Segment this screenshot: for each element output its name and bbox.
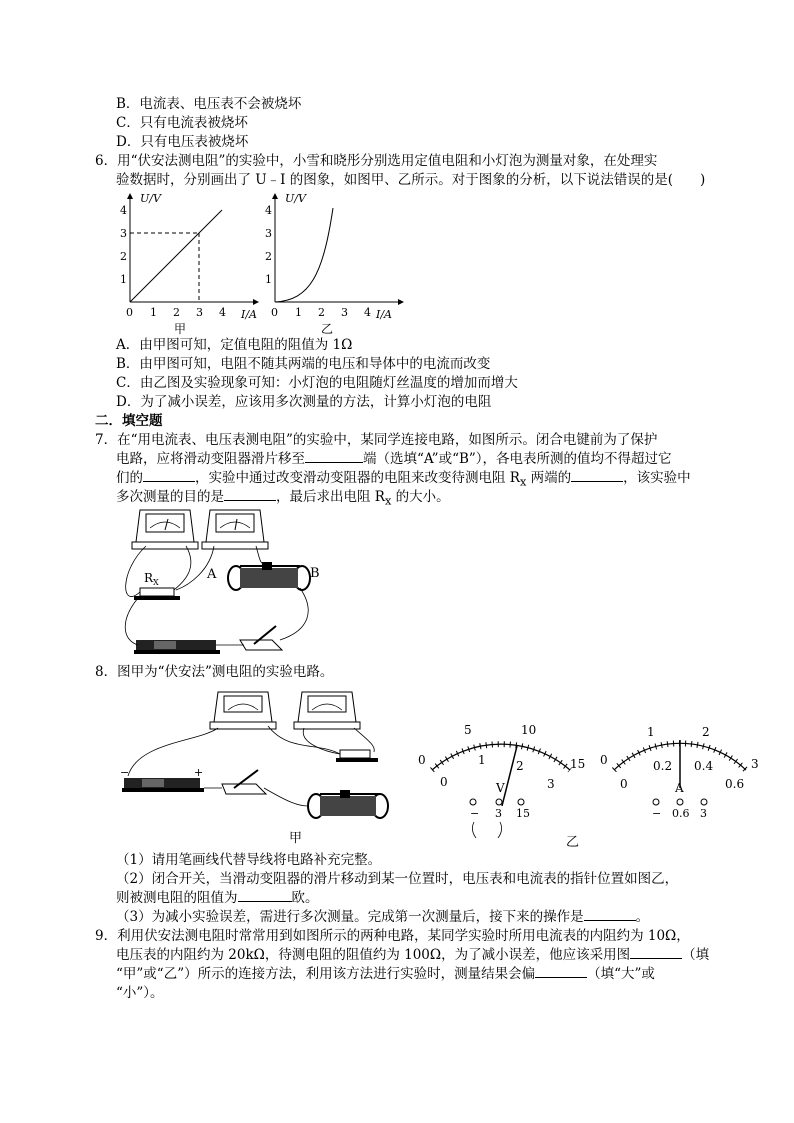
q8-sub2-line2: [116, 889, 319, 907]
battery: [134, 640, 220, 654]
ammeter-terminal: 0.6: [672, 807, 690, 820]
voltmeter-outer-label: 5: [464, 723, 472, 737]
graph-yi-ylabel: U/V: [285, 192, 306, 205]
q9-line1: 9．利用伏安法测电阻时常常用到如图所示的两种电路，某同学实验时所用电流表的内阻约为 10Ω，: [95, 928, 690, 944]
q6-stem-line2: 验数据时，分别画出了 U﹣I 的图象，如图甲、乙所示。对于图象的分析，以下说法错误的是( ): [116, 172, 706, 188]
q8-sub1: （1）请用笔画线代替导线将电路补充完整。: [116, 852, 382, 868]
voltmeter-outer-label: 10: [521, 723, 537, 737]
graph-yi-origin: 0: [271, 306, 278, 319]
voltmeter-inner-label: 2: [516, 759, 524, 773]
rx-label: R: [144, 571, 154, 585]
q7-text: ，实验中通过改变滑动变阻器的电阻来改变待测电阻 R: [195, 470, 520, 486]
battery: [120, 766, 204, 792]
graph-yi-xlabel: I/A: [376, 308, 392, 321]
ammeter-inner-label: 0: [620, 777, 628, 791]
voltmeter-unit: V: [496, 781, 505, 795]
q7-text: 两端的: [526, 470, 572, 486]
resistor: [336, 750, 378, 762]
graph-yi: [255, 190, 405, 340]
q9-blank-1[interactable]: [630, 946, 682, 959]
q8-blank-1[interactable]: [238, 889, 292, 902]
q7-circuit-figure: [110, 500, 340, 665]
q9-text: （填: [682, 947, 710, 963]
ammeter-inner-label: 0.6: [725, 777, 745, 791]
ammeter-dial: [600, 718, 770, 828]
ammeter-outer-label: 3: [751, 757, 759, 771]
q5-option-b: B．电流表、电压表不会被烧坏: [116, 96, 302, 112]
graph-jia-xtick: 2: [173, 306, 180, 319]
q9-text: “甲”或“乙”）所示的连接方法，利用该方法进行实验时，测量结果会偏: [116, 966, 536, 982]
q6-option-b: B．由甲图可知，电阻不随其两端的电压和导体中的电流而改变: [116, 356, 491, 372]
graph-yi-xtick: 2: [318, 306, 325, 319]
q7-text: 们的: [116, 470, 143, 486]
voltmeter-device: [132, 510, 198, 549]
ammeter-outer-label: 2: [702, 725, 710, 739]
ammeter-inner-label: 0.4: [694, 759, 714, 773]
rheostat-label-a: A: [207, 567, 217, 582]
voltmeter-outer-label: 15: [570, 757, 586, 771]
q7-text: 端（选填“A”或“B”），各电表所测的值均不得超过它: [363, 451, 672, 467]
ammeter-device: [202, 510, 268, 549]
q9-text: 电压表的内阻约为 20kΩ，待测电阻的阻值约为 100Ω，为了减小误差，他应该采用图: [116, 947, 631, 963]
switch: [222, 770, 266, 794]
rheostat: [228, 562, 310, 590]
q5-option-c: C．只有电流表被烧坏: [116, 115, 248, 131]
q9-blank-2[interactable]: [535, 965, 587, 978]
graph-jia-xtick: 1: [150, 306, 157, 319]
ammeter-unit: A: [675, 781, 684, 795]
q7-line1: 7．在“用电流表、电压表测电阻”的实验中，某同学连接电路，如图所示。闭合电键前为了保护: [95, 432, 658, 448]
q8-caption-yi: 乙: [566, 835, 580, 848]
ammeter-outer-label: 0: [600, 753, 608, 767]
graph-yi-curve: [275, 208, 333, 302]
q9-line4: “小”）。: [116, 985, 164, 1001]
q7-blank-3[interactable]: [571, 469, 623, 482]
voltmeter-dial: [410, 718, 600, 848]
graph-yi-caption: 乙: [321, 322, 334, 336]
q7-line2: [116, 450, 672, 468]
voltmeter-inner-label: 3: [547, 777, 555, 791]
q6-stem-line1: 6．用“伏安法测电阻”的实验中，小雪和晓彤分别选用定值电阻和小灯泡为测量对象，在处理实: [95, 153, 658, 169]
graph-jia-ytick: 2: [120, 250, 127, 263]
graph-yi-ytick: 4: [265, 204, 272, 217]
voltmeter-terminal: −: [470, 807, 480, 820]
q8-sub3: [116, 908, 649, 926]
graph-yi-ytick: 2: [265, 250, 272, 263]
q8-sub2-line1: （2）闭合开关，当滑动变阻器的滑片移动到某一位置时，电压表和电流表的指针位置如图乙，: [116, 871, 679, 887]
q7-text: ，该实验中: [623, 470, 691, 486]
voltmeter-inner-label: 1: [478, 753, 486, 767]
q7-text: 多次测量的目的是: [116, 489, 224, 505]
voltmeter-inner-label: 0: [440, 775, 448, 789]
graph-yi-xtick: 1: [295, 306, 302, 319]
resistor-rx: [134, 588, 180, 600]
q6-option-c: C．由乙图及实验现象可知：小灯泡的电阻随灯丝温度的增加而增大: [116, 375, 518, 391]
q6-option-a: A．由甲图可知，定值电阻的阻值为 1Ω: [116, 337, 353, 353]
voltmeter-pointer: [502, 746, 517, 806]
graph-jia-ylabel: U/V: [140, 192, 161, 205]
q7-sub: x: [519, 475, 527, 489]
q7-sub: x: [384, 494, 392, 508]
q8-text: 则被测电阻的阻值为: [116, 890, 238, 906]
graph-jia-xtick: 3: [196, 306, 203, 319]
rheostat: [308, 790, 388, 818]
ammeter-device: [210, 692, 276, 729]
svg-text:−: −: [120, 766, 130, 779]
voltmeter-terminal: 15: [516, 807, 530, 820]
voltmeter-device: [294, 692, 360, 729]
graph-jia-xtick: 4: [219, 306, 226, 319]
q8-circuit-figure: [118, 682, 403, 852]
q7-text: ，最后求出电阻 R: [276, 489, 385, 505]
q9-line2: [116, 946, 709, 964]
voltmeter-terminal: 3: [495, 807, 502, 820]
graph-jia-xlabel: I/A: [241, 308, 257, 321]
switch: [240, 626, 282, 650]
voltmeter-outer-label: 0: [418, 753, 426, 767]
q7-blank-1[interactable]: [305, 450, 363, 463]
graph-jia-caption: 甲: [174, 322, 187, 336]
q5-option-d: D．只有电压表被烧坏: [116, 134, 249, 150]
q7-text: 的大小。: [391, 489, 450, 505]
ammeter-inner-label: 0.2: [653, 759, 673, 773]
graph-jia-origin: 0: [126, 306, 133, 319]
graph-jia-ytick: 1: [120, 273, 127, 286]
graph-yi-ytick: 1: [265, 273, 272, 286]
q8-text: 欧。: [291, 890, 319, 906]
ammeter-outer-label: 1: [647, 725, 655, 739]
graph-yi-ytick: 3: [265, 227, 272, 240]
q6-option-d: D．为了减小误差，应该用多次测量的方法，计算小灯泡的电阻: [116, 394, 492, 410]
svg-text:+: +: [194, 766, 204, 779]
graph-jia: [110, 190, 260, 340]
q7-text: 电路，应将滑动变阻器滑片移至: [116, 451, 305, 467]
q8-text: 。: [635, 909, 650, 925]
graph-yi-xtick: 3: [341, 306, 348, 319]
q7-blank-2[interactable]: [143, 469, 195, 482]
q8-text: （3）为减小实验误差，需进行多次测量。完成第一次测量后，接下来的操作是: [116, 909, 584, 925]
rx-sub-label: X: [153, 578, 159, 587]
ammeter-terminal: −: [652, 807, 662, 820]
q8-blank-2[interactable]: [584, 908, 636, 921]
q9-text: （填“大”或: [587, 966, 655, 982]
graph-jia-line: [130, 210, 222, 302]
rheostat-label-b: B: [310, 566, 320, 581]
graph-jia-ytick: 4: [120, 204, 127, 217]
q8-caption-jia: 甲: [289, 831, 303, 846]
q8-line1: 8．图甲为“伏安法”测电阻的实验电路。: [95, 664, 334, 680]
q9-line3: [116, 965, 655, 983]
section-fill-in: 二．填空题: [95, 413, 163, 429]
ammeter-terminal: 3: [700, 807, 707, 820]
graph-jia-ytick: 3: [120, 227, 127, 240]
graph-yi-xtick: 4: [364, 306, 371, 319]
